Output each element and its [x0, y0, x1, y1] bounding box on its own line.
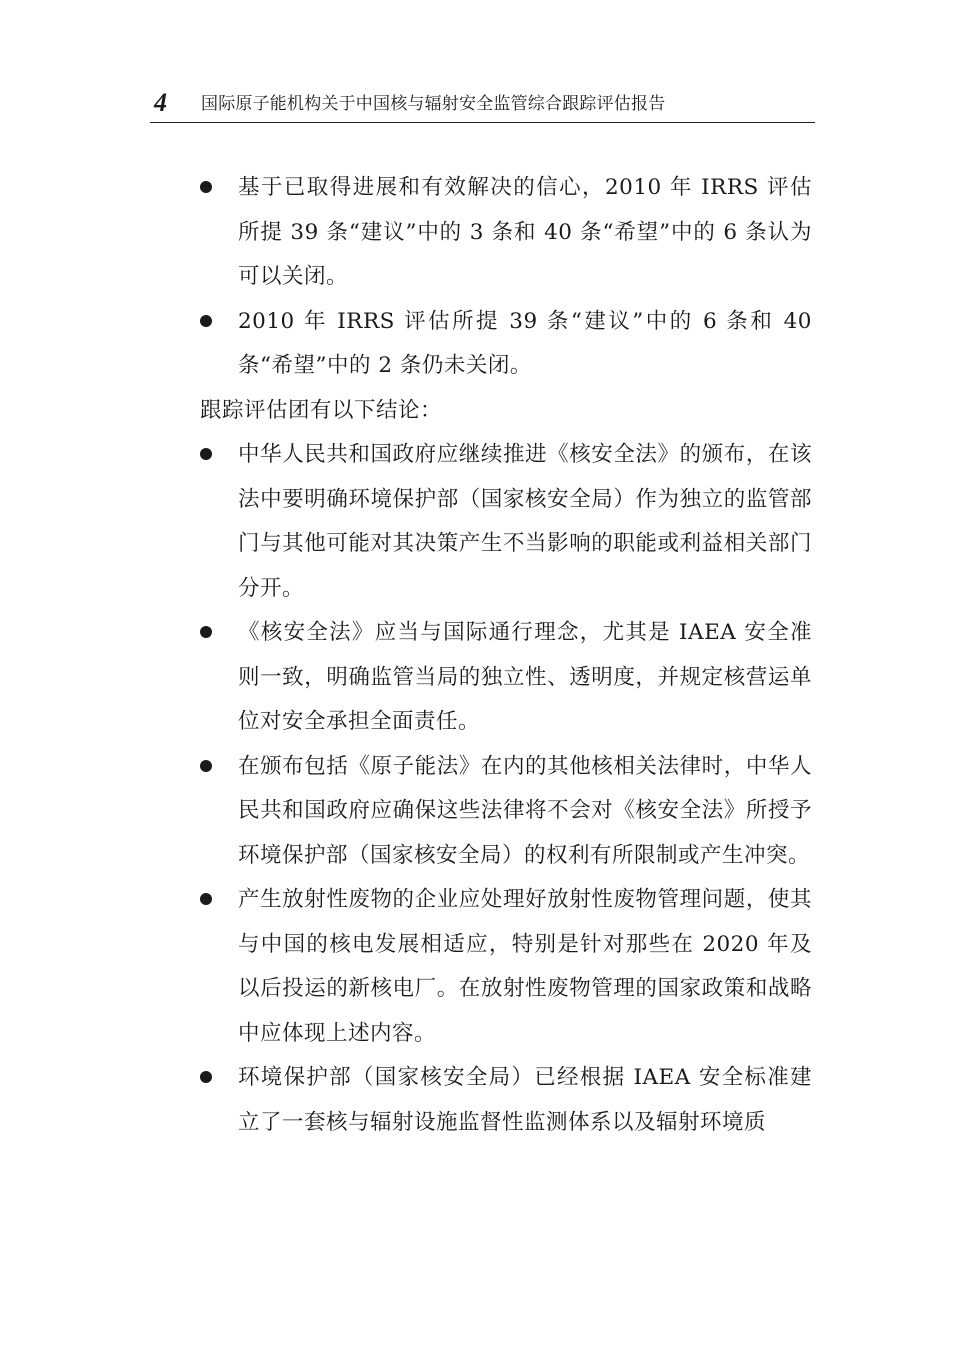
list-item [200, 745, 812, 879]
list-item-text: 《核安全法》应当与国际通行理念，尤其是 IAEA 安全准则一致，明确监管当局的独立性、透明度，并规定核营运单位对安全承担全面责任。 [238, 620, 812, 734]
running-title: 国际原子能机构关于中国核与辐射安全监管综合跟踪评估报告 [201, 94, 666, 114]
bullet-icon [200, 1071, 212, 1083]
list-item [200, 166, 812, 300]
list-item-text: 环境保护部（国家核安全局）已经根据 IAEA 安全标准建立了一套核与辐射设施监督性监测体系以及辐射环境质 [238, 1065, 812, 1135]
page-number: 4 [154, 88, 167, 117]
list-item-text: 中华人民共和国政府应继续推进《核安全法》的颁布，在该法中要明确环境保护部（国家核安全局）作为独立的监管部门与其他可能对其决策产生不当影响的职能或利益相关部门分开。 [238, 442, 812, 601]
list-item [200, 433, 812, 611]
list-item-text: 产生放射性废物的企业应处理好放射性废物管理问题，使其与中国的核电发展相适应，特别是针对那些在 2020 年及以后投运的新核电厂。在放射性废物管理的国家政策和战略中应体现上述内容。 [238, 887, 812, 1046]
page-header [150, 88, 815, 123]
list-item [200, 300, 812, 389]
conclusion-intro: 跟踪评估团有以下结论： [200, 397, 443, 423]
list-item-text: 在颁布包括《原子能法》在内的其他核相关法律时，中华人民共和国政府应确保这些法律将不会对《核安全法》所授予环境保护部（国家核安全局）的权利有所限制或产生冲突。 [238, 753, 812, 868]
list-item [200, 611, 812, 745]
body-text [200, 166, 812, 1145]
progress-bullet-list [200, 166, 812, 389]
bullet-icon [200, 181, 212, 193]
bullet-icon [200, 626, 212, 638]
list-item [200, 878, 812, 1056]
bullet-icon [200, 448, 212, 460]
bullet-icon [200, 893, 212, 905]
bullet-icon [200, 760, 212, 772]
list-item [200, 1056, 812, 1145]
list-item-text: 基于已取得进展和有效解决的信心，2010 年 IRRS 评估所提 39 条“建议”中的 3 条和 40 条“希望”中的 6 条认为可以关闭。 [238, 175, 812, 289]
list-item-text: 2010 年 IRRS 评估所提 39 条“建议”中的 6 条和 40 条“希望”中的 2 条仍未关闭。 [238, 308, 812, 378]
conclusion-bullet-list [200, 433, 812, 1145]
bullet-icon [200, 315, 212, 327]
